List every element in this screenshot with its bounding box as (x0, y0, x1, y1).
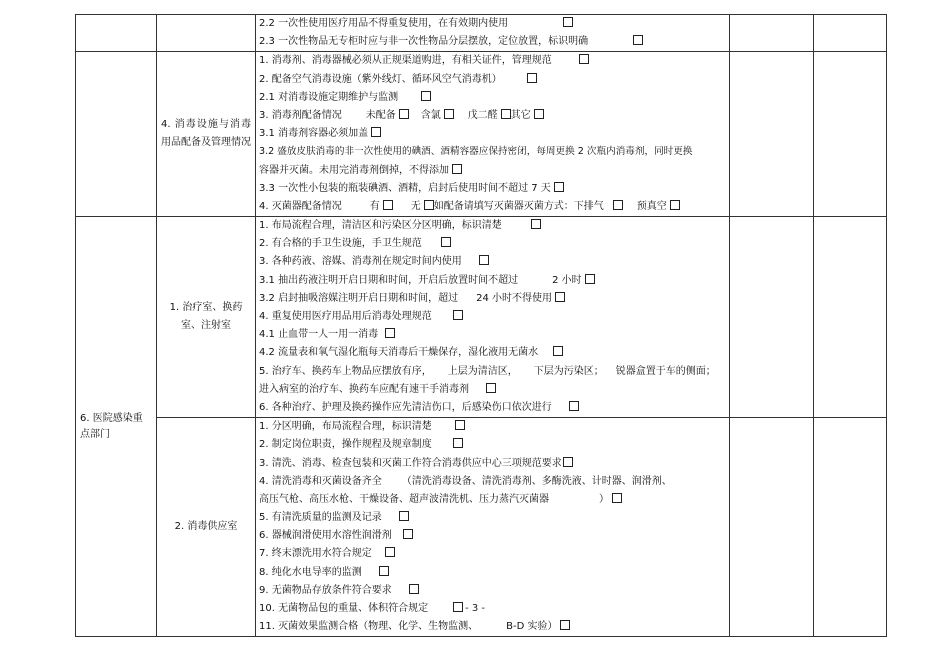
list-item: 11. 灭菌效果监测合格（物理、化学、生物监测、 B-D 实验） (256, 618, 729, 636)
checkbox[interactable] (383, 200, 393, 210)
list-item: 3. 清洗、消毒、检查包装和灭菌工作符合消毒供应中心三项规范要求 (256, 455, 729, 473)
list-item: 8. 纯化水电导率的监测 (256, 564, 729, 582)
checkbox[interactable] (455, 420, 465, 430)
checkbox[interactable] (613, 200, 623, 210)
list-item: 1. 消毒剂、消毒器械必须从正规渠道购进，有相关证件，管理规范 (256, 52, 729, 70)
items-cell (256, 52, 730, 217)
checkbox[interactable] (403, 529, 413, 539)
list-item: 容器并灭菌。未用完消毒剂倒掉，不得添加 (256, 162, 729, 180)
list-item: 4. 重复使用医疗用品用后消毒处理规范 (256, 308, 729, 326)
category-cell-empty (76, 15, 157, 52)
note-cell[interactable] (814, 15, 887, 52)
checkbox[interactable] (501, 109, 511, 119)
list-item: 9. 无菌物品存放条件符合要求 (256, 582, 729, 600)
checkbox[interactable] (579, 54, 589, 64)
list-item: 高压气枪、高压水枪、干燥设备、超声波清洗机、压力蒸汽灭菌器 ） (256, 491, 729, 509)
checkbox[interactable] (453, 310, 463, 320)
list-item: 4.2 流量表和氧气湿化瓶每天消毒后干燥保存，湿化液用无菌水 (256, 344, 729, 362)
list-item: 3. 消毒剂配备情况 未配备 含氯 戊二醛 其它 (256, 107, 729, 125)
checkbox[interactable] (424, 200, 434, 210)
checkbox[interactable] (479, 255, 489, 265)
checkbox[interactable] (399, 511, 409, 521)
checkbox[interactable] (563, 17, 573, 27)
page-number: - 3 - (465, 603, 485, 614)
list-item: 2. 配备空气消毒设施（紫外线灯、循环风空气消毒机） (256, 71, 729, 89)
list-item: 4.1 止血带一人一用一消毒 (256, 326, 729, 344)
list-item: 3.2 盛放皮肤消毒的非一次性使用的碘酒、酒精容器应保持密闭，每周更换 2 次瓶内消毒剂，同时更换 (259, 146, 693, 158)
checkbox[interactable] (563, 457, 573, 467)
items-cell (256, 217, 730, 418)
list-item: 2.1 对消毒设施定期维护与监测 (256, 89, 729, 107)
list-item: 2. 制定岗位职责，操作规程及规章制度 (256, 436, 729, 454)
list-item: 3. 各种药液、溶媒、消毒剂在规定时间内使用 (256, 253, 729, 271)
checkbox[interactable] (531, 219, 541, 229)
note-cell[interactable] (814, 52, 887, 217)
list-item: 6. 各种治疗、护理及换药操作应先清洁伤口，后感染伤口依次进行 (256, 399, 729, 417)
result-cell[interactable] (730, 15, 814, 52)
checkbox[interactable] (371, 127, 381, 137)
checkbox[interactable] (452, 164, 462, 174)
list-item: 5. 治疗车、换药车上物品应摆放有序， 上层为清洁区， 下层为污染区； 锐器盒置于车的侧面； (259, 365, 716, 377)
table-row-disinfection (76, 52, 887, 217)
list-item: 4. 灭菌器配备情况 有 无 如配备请填写灭菌器灭菌方式：下排气 预真空 (256, 198, 729, 216)
checkbox[interactable] (385, 328, 395, 338)
checkbox[interactable] (399, 109, 409, 119)
list-item: 3.1 抽出药液注明开启日期和时间，开启后放置时间不超过 2 小时 (256, 272, 729, 290)
list-item: 5. 有清洗质量的监测及记录 (256, 509, 729, 527)
list-item: 进入病室的治疗车、换药车应配有速干手消毒剂 (256, 381, 729, 399)
list-item: 4. 清洗消毒和灭菌设备齐全 （清洗消毒设备、清洗消毒剂、多酶洗液、计时器、润滑剂、 (259, 475, 672, 487)
list-item: 10. 无菌物品包的重量、体积符合规定 (256, 600, 729, 618)
items-cell (256, 15, 730, 52)
checkbox[interactable] (670, 200, 680, 210)
checkbox[interactable] (569, 401, 579, 411)
checkbox[interactable] (612, 493, 622, 503)
result-cell[interactable] (730, 52, 814, 217)
checkbox[interactable] (585, 274, 595, 284)
checkbox[interactable] (555, 292, 565, 302)
checkbox[interactable] (453, 438, 463, 448)
result-cell[interactable] (730, 217, 814, 418)
subcategory-title: 4. 消毒设施与消毒用品配备及管理情况 (157, 52, 256, 217)
list-item: 2. 有合格的手卫生设施，手卫生规范 (256, 235, 729, 253)
checkbox[interactable] (554, 182, 564, 192)
checkbox[interactable] (379, 566, 389, 576)
table-row-continuation (76, 15, 887, 52)
checkbox[interactable] (553, 346, 563, 356)
checkbox[interactable] (421, 91, 431, 101)
category-title: 6. 医院感染重点部门 (76, 217, 157, 637)
list-item: 2.3 一次性物品无专柜时应与非一次性物品分层摆放，定位放置，标识明确 (256, 33, 729, 51)
list-item: 3.2 启封抽吸溶媒注明开启日期和时间，超过 24 小时不得使用 (256, 290, 729, 308)
list-item: 7. 终末漂洗用水符合规定 (256, 545, 729, 563)
list-item: 1. 布局流程合理，清洁区和污染区分区明确，标识清楚 (256, 217, 729, 235)
category-cell-empty (76, 52, 157, 217)
checkbox[interactable] (409, 584, 419, 594)
list-item: 6. 器械润滑使用水溶性润滑剂 (256, 527, 729, 545)
checkbox[interactable] (560, 620, 570, 630)
table-row-treatment (76, 217, 887, 418)
list-item: 1. 分区明确，布局流程合理，标识清楚 (256, 418, 729, 436)
list-item: 3.1 消毒剂容器必须加盖 (256, 125, 729, 143)
note-cell[interactable] (814, 217, 887, 418)
checkbox[interactable] (441, 237, 451, 247)
checkbox[interactable] (385, 547, 395, 557)
subcategory-title: 2. 消毒供应室 (157, 418, 256, 637)
subcategory-cell-empty (157, 15, 256, 52)
subcategory-title: 1. 治疗室、换药室、注射室 (157, 217, 256, 418)
checkbox[interactable] (444, 109, 454, 119)
checkbox[interactable] (486, 383, 496, 393)
list-item: 3.3 一次性小包装的瓶装碘酒、酒精，启封后使用时间不超过 7 天 (256, 180, 729, 198)
checkbox[interactable] (534, 109, 544, 119)
list-item: 2.2 一次性使用医疗用品不得重复使用，在有效期内使用 (256, 15, 729, 33)
inspection-table (75, 14, 887, 637)
checkbox[interactable] (527, 73, 537, 83)
checkbox[interactable] (633, 35, 643, 45)
